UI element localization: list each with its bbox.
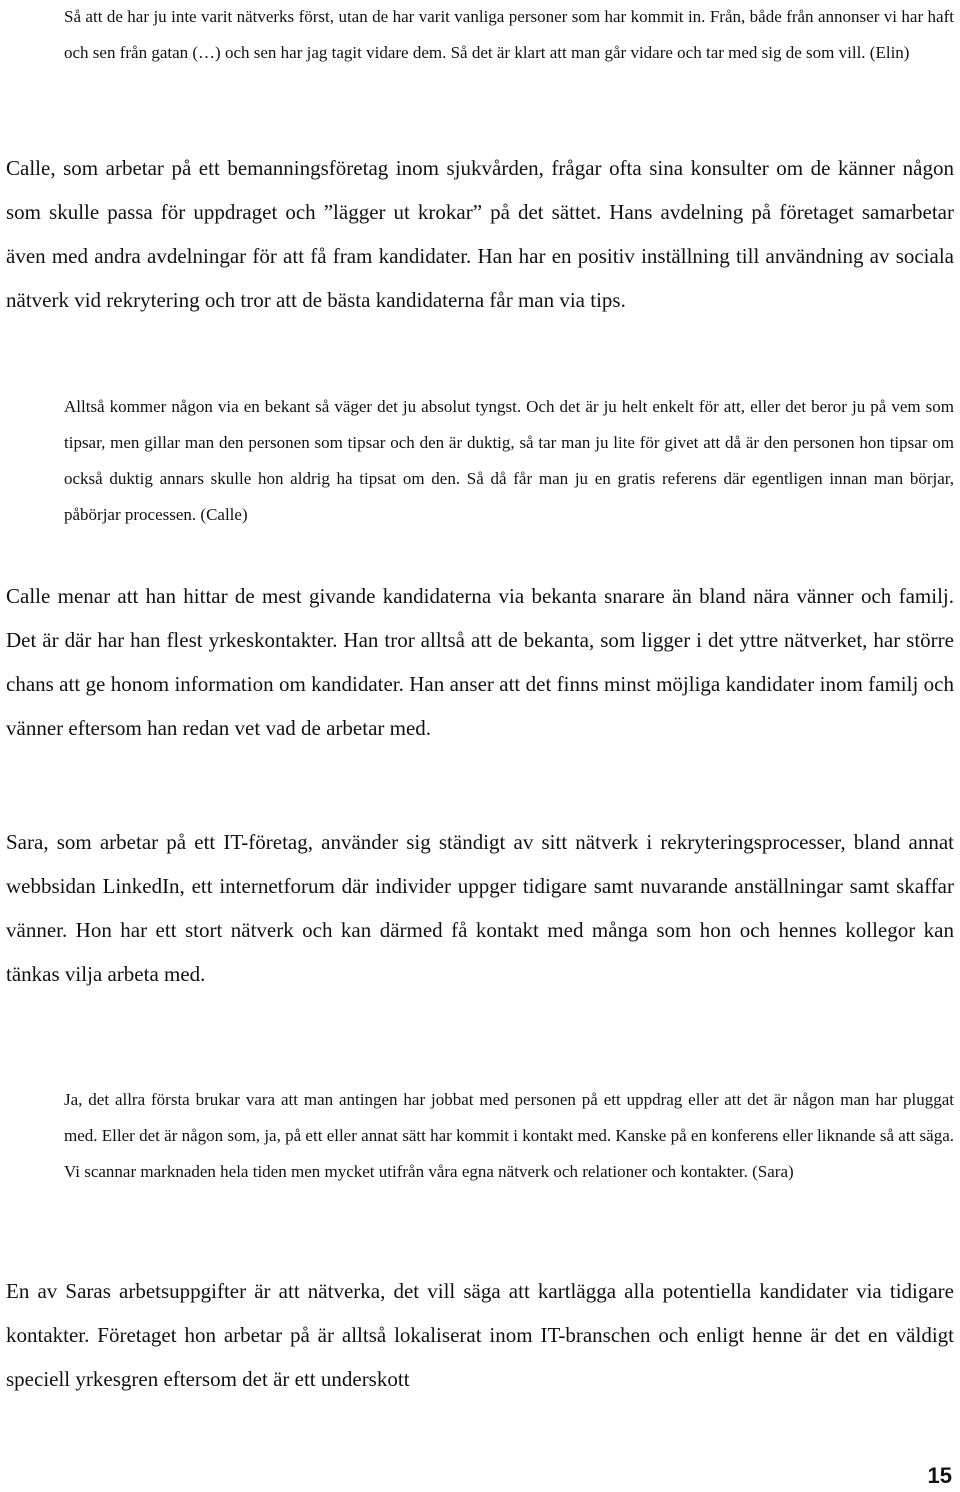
quote-calle: Alltså kommer någon via en bekant så väger det ju absolut tyngst. Och det är ju helt enkelt för att, eller det beror ju på vem som tipsar, men gillar man den personen som tipsar och den är duktig, så tar man ju lite för givet att då är den personen hon tipsar om också duktig annars skulle hon aldrig ha tipsat om den. Så då får man ju en gratis referens där egentligen innan man börjar, påbörjar processen. (Calle): [64, 397, 954, 524]
paragraph-sara-intro: Sara, som arbetar på ett IT-företag, använder sig ständigt av sitt nätverk i rekryteringsprocesser, bland annat webbsidan LinkedIn, ett internetforum där individer uppger tidigare samt nuvarande anställningar samt skaffar vänner. Hon har ett stort nätverk och kan därmed få kontakt med många som hon och hennes kollegor kan tänkas vilja arbeta med.: [6, 830, 954, 986]
quote-elin: Så att de har ju inte varit nätverks först, utan de har varit vanliga personer som har kommit in. Från, både från annonser vi har haft och sen från gatan (…) och sen har jag tagit vidare dem. Så det är klart att man går vidare och tar med sig de som vill. (Elin): [64, 7, 954, 62]
page-number: 15: [927, 1463, 952, 1488]
paragraph-sara-analysis: En av Saras arbetsuppgifter är att nätverka, det vill säga att kartlägga alla potentiella kandidater via tidigare kontakter. Företaget hon arbetar på är alltså lokaliserat inom IT-branschen och enligt henne är det en väldigt speciell yrkesgren eftersom det är ett underskott: [6, 1279, 954, 1391]
quote-sara: Ja, det allra första brukar vara att man antingen har jobbat med personen på ett uppdrag eller att det är någon man har pluggat med. Eller det är någon som, ja, på ett eller annat sätt har kommit i kontakt med. Kanske på en konferens eller liknande så att säga. Vi scannar marknaden hela tiden men mycket utifrån våra egna nätverk och relationer och kontakter. (Sara): [64, 1090, 954, 1181]
paragraph-calle-intro: Calle, som arbetar på ett bemanningsföretag inom sjukvården, frågar ofta sina konsulter om de känner någon som skulle passa för uppdraget och ”lägger ut krokar” på det sättet. Hans avdelning på företaget samarbetar även med andra avdelningar för att få fram kandidater. Han har en positiv inställning till användning av sociala nätverk vid rekrytering och tror att de bästa kandidaterna får man via tips.: [6, 156, 954, 312]
paragraph-calle-analysis: Calle menar att han hittar de mest givande kandidaterna via bekanta snarare än bland nära vänner och familj. Det är där har han flest yrkeskontakter. Han tror alltså att de bekanta, som ligger i det yttre nätverket, har större chans att ge honom information om kandidater. Han anser att det finns minst möjliga kandidater inom familj och vänner eftersom han redan vet vad de arbetar med.: [6, 584, 954, 740]
